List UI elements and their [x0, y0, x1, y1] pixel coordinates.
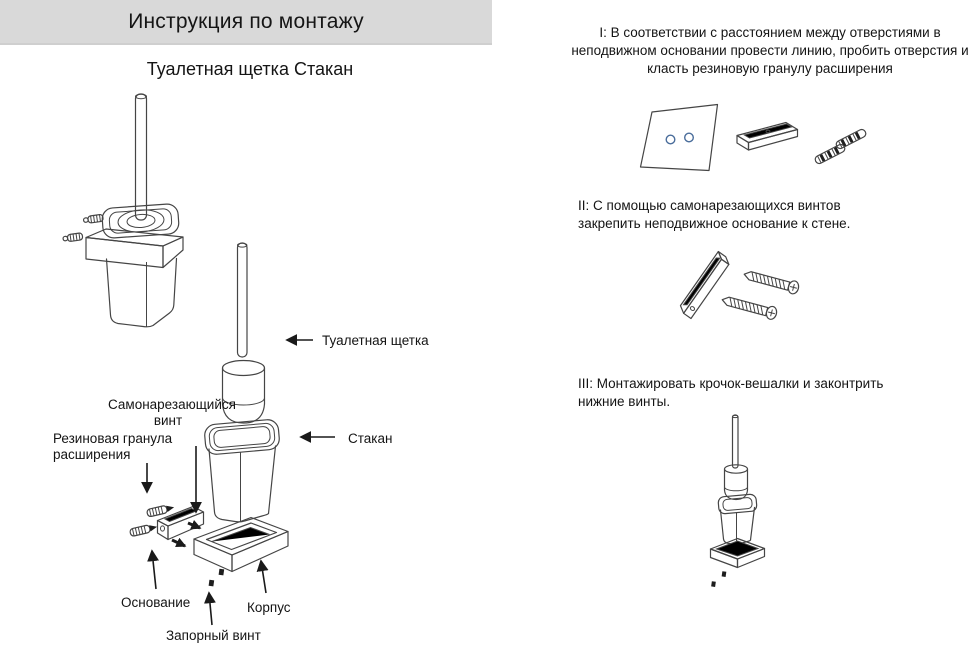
base-bracket-drawing — [678, 252, 732, 319]
page-title: Инструкция по монтажу — [128, 9, 364, 33]
locking-screw-icon — [711, 571, 726, 587]
drill-hole-icon — [666, 135, 675, 144]
step-1-text: I: В соответствии с расстоянием между отверстиями в неподвижном основании провести линию, пробить отверстия и класть резиновую гранулу расширения — [571, 25, 969, 76]
self-tapping-screw-icon — [721, 293, 778, 320]
cup-drawing — [718, 494, 757, 544]
step-3-text: III: Монтажировать крочок-вешалки и законтрить нижние винты. — [578, 376, 884, 409]
locking-screw-icon — [209, 569, 225, 587]
anchor-icon — [835, 128, 867, 150]
anchor-icon — [129, 523, 158, 537]
brush-drawing — [725, 415, 748, 500]
label-brush: Туалетная щетка — [322, 333, 429, 348]
drill-hole-icon — [685, 133, 694, 142]
housing-drawing — [194, 518, 288, 572]
step-3-illustration — [700, 412, 790, 602]
housing-drawing — [711, 539, 765, 568]
self-tapping-screw-icon — [743, 268, 800, 295]
step-1-illustration — [628, 95, 880, 190]
step-2-text: II: С помощью самонарезающихся винтов закрепить неподвижное основание к стене. — [578, 198, 851, 231]
wall-screw-icon — [83, 214, 103, 224]
label-locking-screw: Запорный винт — [166, 628, 261, 643]
step-2-illustration — [655, 248, 850, 353]
marking-plate-drawing — [641, 105, 718, 171]
label-housing: Корпус — [247, 600, 291, 615]
base-bracket-drawing — [737, 123, 798, 151]
brush-drawing — [223, 243, 265, 423]
product-subtitle: Туалетная щетка Стакан — [146, 59, 354, 79]
label-cup: Стакан — [348, 431, 393, 446]
label-self-tapping-screw: Самонарезающийся винт — [108, 397, 236, 428]
cup-drawing — [204, 419, 280, 522]
header-bar — [0, 0, 492, 45]
label-rubber-granule: Резиновая гранула расширения — [53, 431, 173, 462]
label-base: Основание — [121, 595, 191, 610]
